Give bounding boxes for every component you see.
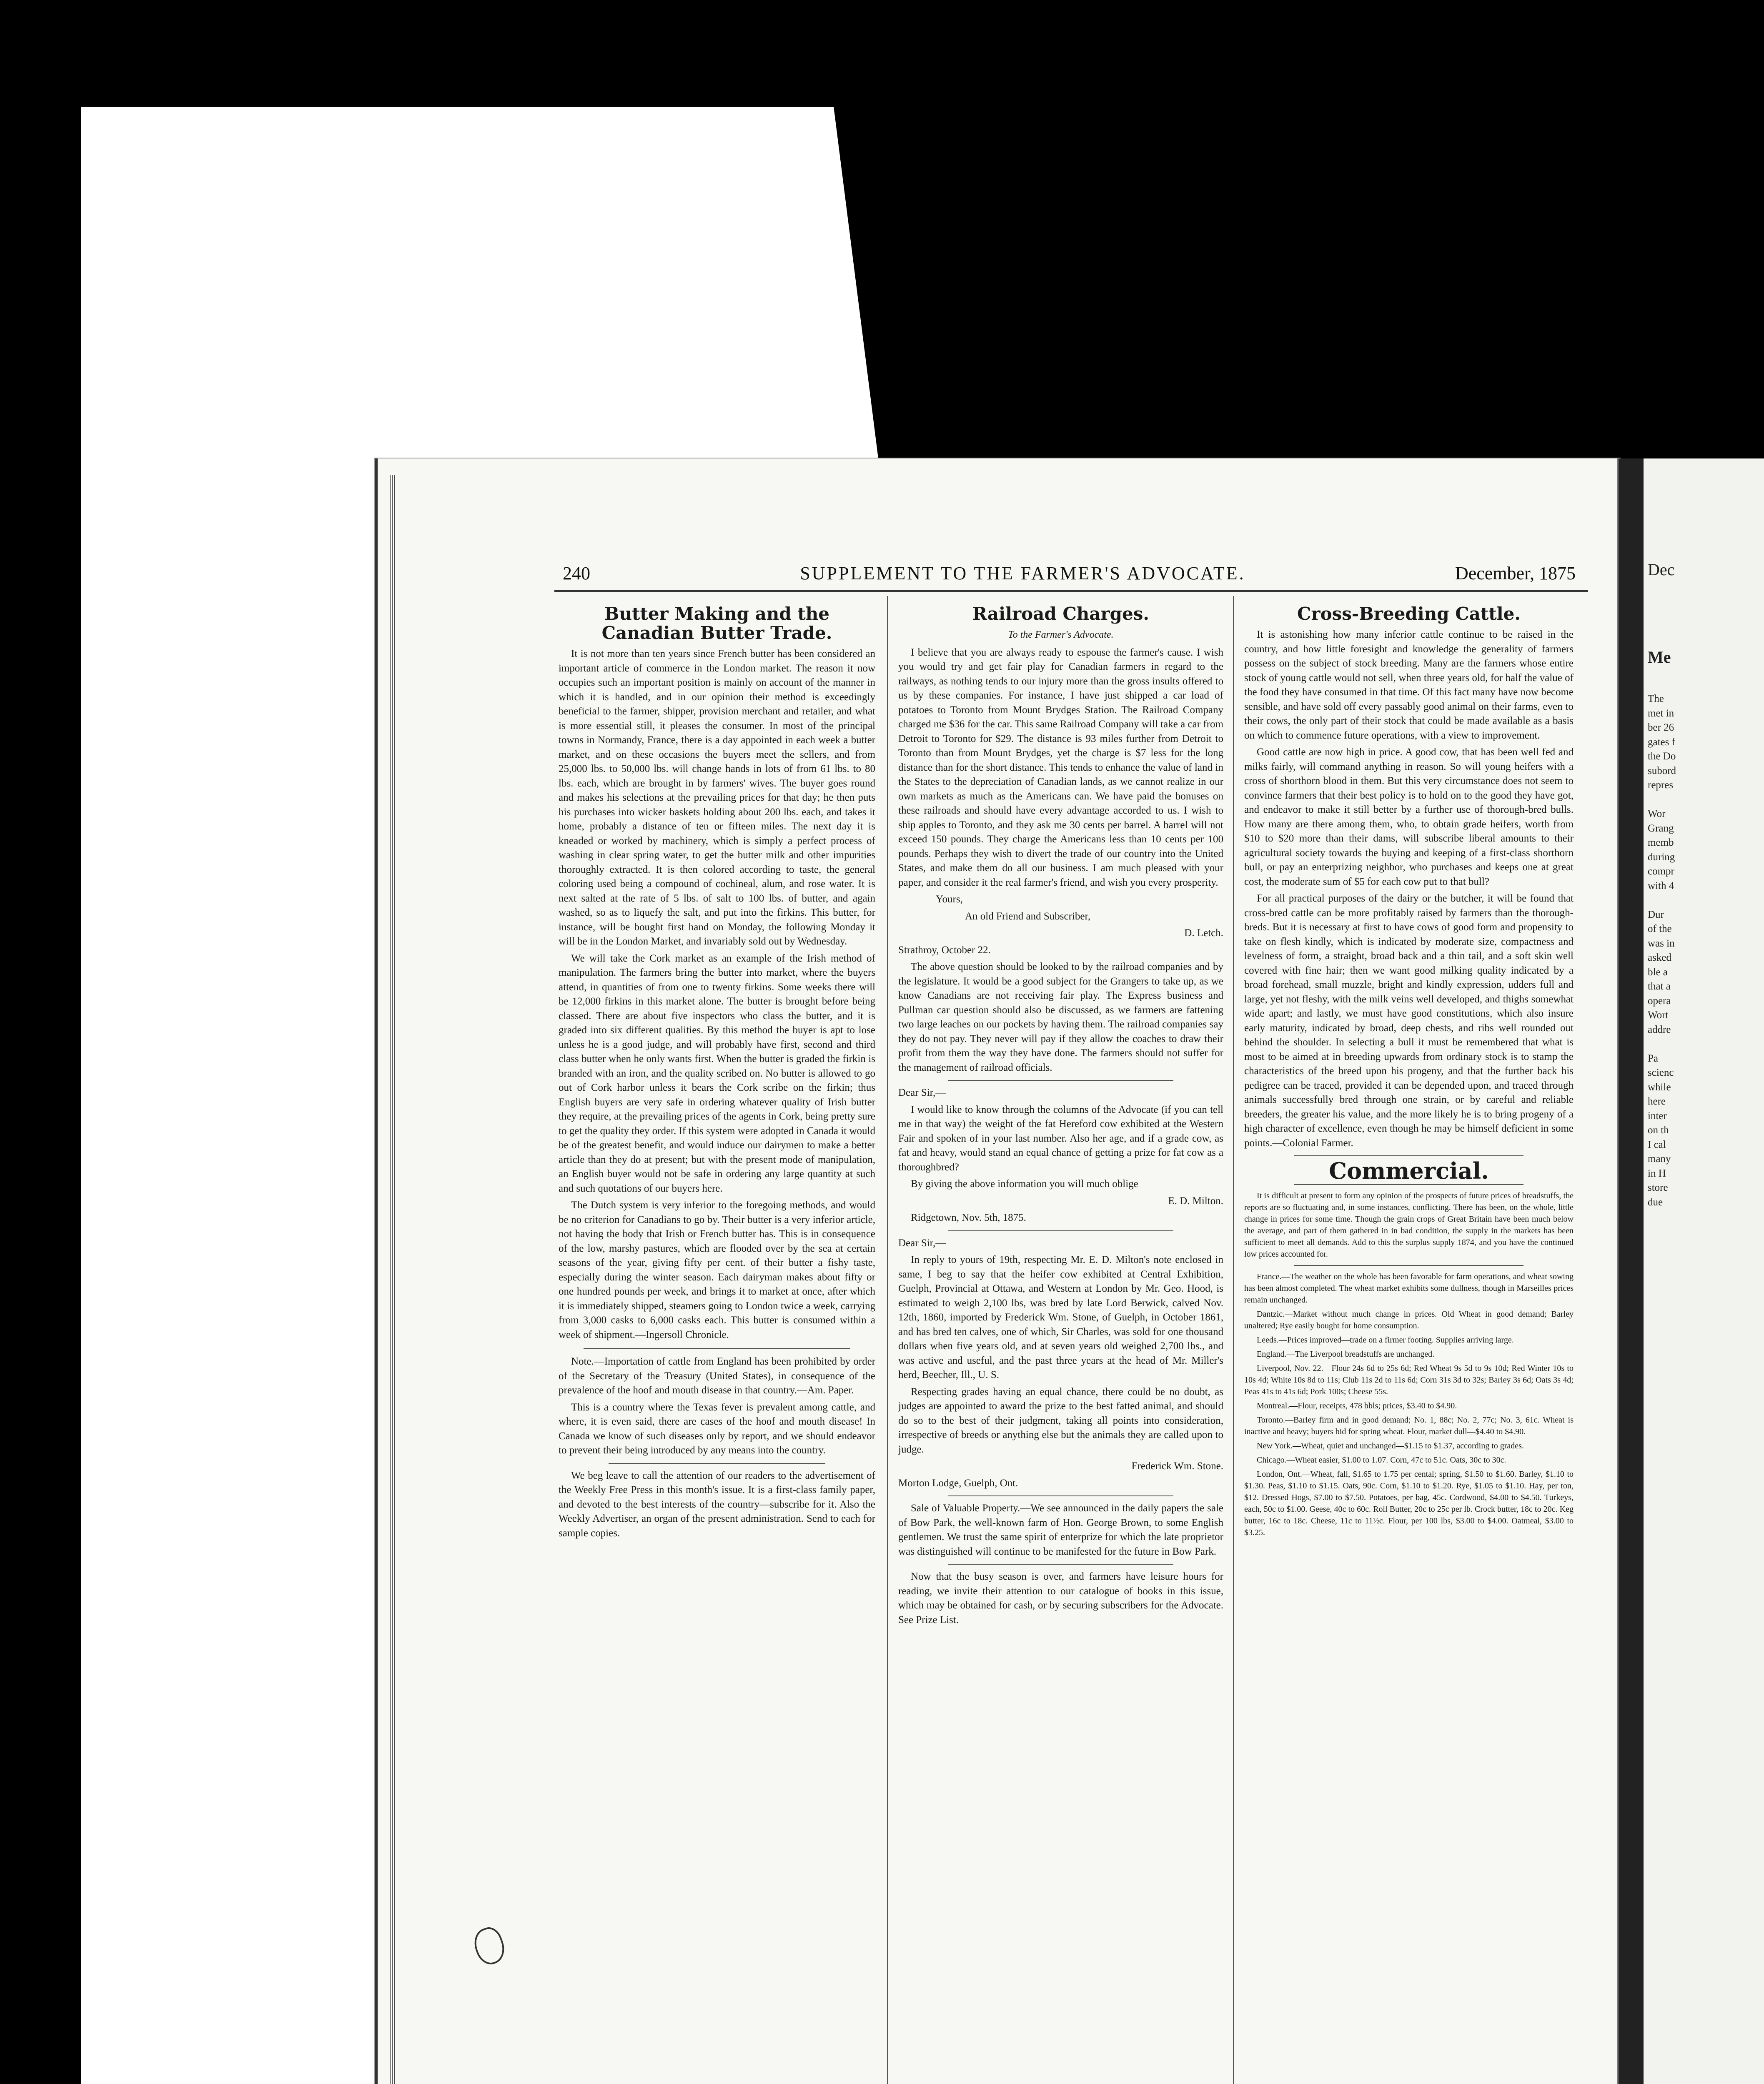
paragraph: Now that the busy season is over, and farmers have leisure hours for reading, we invite their attention to our catalogue of books in this issue, which may be obtained for cash, or by securing subscribers for the Advocate. See Prize List. — [898, 1571, 1223, 1626]
market-report: Liverpool, Nov. 22.—Flour 24s 6d to 25s 6d; Red Wheat 9s 5d to 9s 10d; Red Winter 10s to 10s 4d; White 10s 8d to 11s; Club 11s 2d to 11s 6d; Corn 31s 3d to 32s; Barley 3s 6d; Oats 3s 4d; Peas 41s to 41s 6d; Pork 100s; Cheese 55s. — [1244, 1363, 1574, 1396]
adjacent-page-number: Dec — [1648, 560, 1675, 579]
adjacent-text-line: inter — [1648, 1110, 1667, 1122]
issue-date: December, 1875 — [1455, 563, 1576, 584]
market-report: London, Ont.—Wheat, fall, $1.65 to 1.75 per cental; spring, $1.50 to $1.60. Barley, $1.10 to $1.30. Peas, $1.10 to $1.15. Oats, 90c. Corn, $1.10 to $1.20. Rye, $1.05 to $1.10. Hay, per ton, $12. Dressed Hogs, $7.00 to $7.50. Potatoes, per bag, 45c. Cordwood, $4.00 to $4.50. Turkeys, each, 50c to $1.00. Geese, 40c to 60c. Roll Butter, 20c to 25c per lb. Crock butter, 18c to 20c. Keg butter, 16c to 18c. Cheese, 11c to 11½c. Flour, per 100 lbs, $3.00 to $4.00. Oatmeal, $3.00 to $3.25. — [1244, 1469, 1574, 1537]
adjacent-text-line: subord — [1648, 765, 1676, 776]
adjacent-text-line: of the — [1648, 923, 1672, 934]
article-divider — [948, 1230, 1173, 1231]
paragraph: The above question should be looked to by the railroad companies and by the legislature. It would be a good subject for the Grangers to take up, as we know Canadians are not receiving fair play. The Express business and Pullman car question should also be discussed, as we farmers are fattening two large leaches on our pockets by having them. The railroad companies say they do not pay. They never will pay if they allow the coaches to draw their profit from them the way they have done. The farmers should not suffer for the management of railroad officials. — [898, 961, 1223, 1073]
adjacent-text-line: asked — [1648, 952, 1671, 963]
market-report: Leeds.—Prices improved—trade on a firmer footing. Supplies arriving large. — [1257, 1335, 1514, 1345]
article-heading-butter: Butter Making and the Canadian Butter Trade. — [601, 604, 832, 643]
adjacent-text-line — [1648, 893, 1676, 908]
scan-border-left — [0, 0, 81, 2084]
paragraph: It is not more than ten years since French butter has been considered an important article of commerce in the London market. The reason it now occupies such an important position is mainly on account of the manner in which it is handled, and in our opinion their method is exceedingly beneficial to the farmer, shipper, provision merchant and retailer, and what is more essential still, it pleases the consumer. In most of the principal towns in Normandy, France, there is a day appointed in each week a butter market, and on these occasions the buyers meet the sellers, and from 25,000 lbs. to 50,000 lbs. will change hands in lots of from 61 lbs. to 80 lbs. each, which are brought in by farmers' wives. The buyer goes round and makes his selections at the prevailing prices for that day; he then puts his purchases into wicker baskets holding about 200 lbs. each, and takes it home, probably a distance of ten or fifteen miles. The next day it is kneaded or worked by machinery, which is simply a perfect process of washing in clear spring water, to get the butter milk and other impurities thoroughly extracted. It is then colored according to taste, the general coloring used being a compound of cochineal, alum, and rose water. It is next salted at the rate of 5 lbs. of salt to 100 lbs. of butter, and again washed, so as to liquefy the salt, and put into the firkins. This butter, for instance, will be bought first hand on Monday, the following Monday it will be in the London Market, and invariably sold out by Wednesday. — [559, 648, 875, 947]
article-divider — [948, 1564, 1173, 1565]
note-paragraph: This is a country where the Texas fever is prevalent among cattle, and where, it is even said, there are cases of the hoof and mouth disease! In Canada we know of such diseases only by report, and we should endeavor to prevent their being introduced by any means into the country. — [559, 1401, 875, 1456]
page-number: 240 — [563, 563, 590, 584]
place-date: Morton Lodge, Guelph, Ont. — [898, 1477, 1018, 1489]
adjacent-text-line: I cal — [1648, 1139, 1666, 1150]
commercial-intro: It is difficult at present to form any opinion of the prospects of future prices of breadstuffs, the reports are so fluctuating and, in some instances, conflicting. There has been, on the whole, little change in prices for some time. Though the grain crops of Great Britain have been much below the average, and part of them gathered in in bad condition, the supply in the markets has been sufficient to meet all demands. Add to this the surplus supply 1874, and you have the continued low prices accounted for. — [1244, 1191, 1574, 1259]
article-divider — [948, 1495, 1173, 1496]
adjacent-text-line: on th — [1648, 1125, 1669, 1136]
column-rule-2 — [1233, 596, 1234, 2084]
adjacent-text-line: here — [1648, 1096, 1666, 1107]
adjacent-text-line: during — [1648, 851, 1675, 863]
adjacent-text-line: addre — [1648, 1024, 1671, 1035]
adjacent-text-line: in H — [1648, 1167, 1666, 1179]
page-header — [563, 561, 1576, 586]
salutation: Dear Sir,— — [898, 1087, 946, 1098]
adjacent-text-line: met in — [1648, 707, 1674, 719]
adjacent-text-line: Wort — [1648, 1009, 1669, 1021]
adjacent-text-line: store — [1648, 1182, 1668, 1193]
signature: Frederick Wm. Stone. — [1131, 1460, 1223, 1472]
note-paragraph: Note.—Importation of cattle from England has been prohibited by order of the Secretary of the Treasury (United States), in consequence of the prevalence of the hoof and mouth disease in that country.—Am. Paper. — [559, 1356, 875, 1396]
article-divider — [609, 1463, 825, 1464]
paragraph: For all practical purposes of the dairy or the butcher, it will be found that cross-bred cattle can be more profitably raised by farmers than the thorough-breds. But it is necessary at first to have cows of good form and propensity to take on flesh kindly, which is indicated by moderate size, compactness and levelness of form, a straight, broad back and a thin tail, and a soft skin well covered with fine hair; then we want good milking quality indicated by a broad forehead, small muzzle, bright and kindly expression, udders full and large, yet not fleshy, with the milk veins well developed, and thighs somewhat wide apart; and lastly, we must have good constitutions, which also insure early maturity, indicated by broad, deep chests, and ribs well rounded out behind the shoulder. In selecting a bull it must be remembered that what is most to be aimed at in breeding upwards from ordinary stock is to stamp the characteristics of the breed upon his progeny, and that the further back his pedigree can be traced, provided it can be depended upon, and traced through animals successfully bred through one strain, or by careful and reliable breeders, the greater his value, and the more likely he is to bring progeny of a high character of excellence, even though he may be himself deficient in some points.—Colonial Farmer. — [1244, 893, 1574, 1149]
scan-shadow — [834, 107, 1764, 473]
market-report: Dantzic.—Market without much change in prices. Old Wheat in good demand; Barley unaltered; Rye easily bought for home consumption. — [1244, 1309, 1574, 1330]
place-date: Strathroy, October 22. — [898, 944, 991, 956]
market-report: Chicago.—Wheat easier, $1.00 to 1.07. Corn, 47c to 51c. Oats, 30c to 30c. — [1257, 1455, 1506, 1465]
place-date: Ridgetown, Nov. 5th, 1875. — [911, 1212, 1026, 1223]
paragraph: Respecting grades having an equal chance, there could be no doubt, as judges are appointed to award the prize to the best fatted animal, and should do so to the best of their judgment, taking all points into consideration, irrespective of breeds or anything else but the animals they are called upon to judge. — [898, 1386, 1223, 1455]
market-report: England.—The Liverpool breadstuffs are unchanged. — [1257, 1349, 1435, 1359]
column-railroad-charges — [898, 604, 1223, 2084]
publication-title: SUPPLEMENT TO THE FARMER'S ADVOCATE. — [800, 563, 1245, 584]
paragraph: I believe that you are always ready to espouse the farmer's cause. I wish you would try and get fair play for Canadian farmers in regard to the railways, as nothing tends to our injury more than the gross insults offered to us by these companies. For instance, I have just shipped a car load of potatoes to Toronto from Mount Brydges Station. The Railroad Company charged me $36 for the car. This same Railroad Company will take a car from Detroit to Toronto for $29. The distance is 93 miles further from Detroit to Toronto than from Mount Brydges, yet the charge is $7 less for the long distance than for the short distance. This tends to enhance the value of land in the States to the depreciation of Canadian lands, as we cannot realize in our own markets as much as the Americans can. We have paid the bonuses on these railroads and should have every advantage accorded to us. I wish to ship apples to Toronto, and they ask me 30 cents per barrel. A barrel will not exceed 150 pounds. They charge the Americans less than 10 cents per 100 pounds. Perhaps they wish to divert the trade of our country into the United States, and make them do all our business. I am much pleased with your paper, and consider it the real farmer's friend, and wish you every prosperity. — [898, 646, 1223, 888]
adjacent-page-fragment — [1617, 458, 1764, 2084]
adjacent-text-line: The — [1648, 693, 1664, 704]
scan-border-top — [0, 0, 1764, 107]
column-rule-1 — [887, 596, 888, 2084]
column-cross-breeding — [1244, 604, 1574, 2084]
adjacent-text-line: ble a — [1648, 966, 1668, 978]
adjacent-text-fragment — [1648, 692, 1676, 1210]
advertisement-note: We beg leave to call the attention of our readers to the advertisement of the Weekly Free Press in this month's issue. It is a first-class family paper, and devoted to the best interests of the country—subscribe for it. Also the Weekly Advertiser, an organ of the present administration. Send to each for sample copies. — [559, 1470, 875, 1539]
paragraph: It is astonishing how many inferior cattle continue to be raised in the country, and how little foresight and knowledge the generality of farmers possess on the subject of stock breeding. Many are the farmers whose entire stock of young cattle would not sell, when three years old, for half the value of the food they have consumed in that time. Of this fact many have now become sensible, and have sold off every passably good animal on their farms, even to their cows, the only part of their stock that could be made available as a basis on which to commence future operations, with a view to improvement. — [1244, 629, 1574, 741]
paragraph: We will take the Cork market as an example of the Irish method of manipulation. The farmers bring the butter into market, where the buyers attend, in quantities of from one to twenty firkins. Some weeks there will be 12,000 firkins in this market alone. The butter is brought before being classed. There are about five inspectors who class the butter, and it is graded into six different qualities. By this method the buyer is apt to lose unless he is a good judge, and will probably have first, second and third class butter when he only wants first. When the butter is graded the firkin is branded with an iron, and the quality scribed on. No butter is allowed to go out of Cork harbor unless it bears the Cork scribe on the firkin; thus English buyers are very safe in ordering whatever quality of Irish butter they require, at the prevailing prices of the agents in Cork, being pretty sure to get the quality they order. If this system were adopted in Canada it would be of the greatest benefit, and would induce our dairymen to make a better article than they do at present; but with the present mode of manipulation, an English buyer would not be safe in ordering any large quantity at such and such quotations of our buyers here. — [559, 952, 875, 1194]
adjacent-text-line: Dur — [1648, 909, 1664, 920]
adjacent-page-shadow — [1619, 458, 1644, 2084]
paragraph: I would like to know through the columns of the Advocate (if you can tell me in that way) the weight of the fat Hereford cow exhibited at the Western Fair and spoken of in your last number. Also her age, and if a grade cow, as fat and heavy, would stand an equal chance of getting a prize for fat cow as a thoroughbred? — [898, 1104, 1223, 1173]
article-heading-railroad: Railroad Charges. — [972, 604, 1149, 624]
adjacent-text-line: many — [1648, 1153, 1671, 1165]
adjacent-text-line: opera — [1648, 995, 1671, 1007]
adjacent-text-line: memb — [1648, 837, 1674, 848]
adjacent-text-line: ber 26 — [1648, 722, 1674, 733]
column-butter-making — [559, 604, 875, 2084]
adjacent-text-line — [1648, 793, 1676, 807]
market-report: Montreal.—Flour, receipts, 478 bbls; prices, $3.40 to $4.90. — [1257, 1401, 1457, 1410]
adjacent-text-line: with 4 — [1648, 880, 1674, 892]
adjacent-text-line: Grang — [1648, 822, 1674, 834]
adjacent-text-line: due — [1648, 1196, 1663, 1208]
closing: Yours, — [936, 894, 963, 905]
adjacent-text-line: was in — [1648, 937, 1675, 949]
adjacent-heading-fragment: Me — [1648, 648, 1671, 666]
adjacent-text-line: Wor — [1648, 808, 1666, 819]
closing: An old Friend and Subscriber, — [965, 910, 1091, 922]
adjacent-text-line: that a — [1648, 981, 1671, 992]
paragraph: Good cattle are now high in price. A good cow, that has been well fed and milks fairly, will command anything in reason. So will young heifers with a cross of shorthorn blood in them. But this very circumstance does not seem to convince farmers that their best policy is to hold on to the good they have got, and endeavor to make it still better by a further use of thorough-bred bulls. How many are there among them, who, to obtain grade heifers, worth from $10 to $20 more than their dams, will subscribe liberal amounts to their agricultural society towards the buying and keeping of a first-class shorthorn bull, or pay an enterprizing neighbor, who purchases and keeps one at great cost, the moderate sum of $5 for each cow put to that bull? — [1244, 746, 1574, 887]
article-subheading: To the Farmer's Advocate. — [1008, 629, 1114, 640]
adjacent-text-line: Pa — [1648, 1052, 1658, 1064]
article-divider — [584, 1348, 850, 1349]
market-report: France.—The weather on the whole has been favorable for farm operations, and wheat sowing has been almost completed. The wheat market exhibits some dullness, though in Marseilles prices remain unchanged. — [1244, 1272, 1574, 1305]
adjacent-text-line: repres — [1648, 779, 1674, 791]
article-divider — [948, 1080, 1173, 1081]
adjacent-text-line: while — [1648, 1081, 1671, 1093]
adjacent-text-line: compr — [1648, 866, 1674, 877]
adjacent-text-line: scienc — [1648, 1067, 1674, 1078]
header-rule — [554, 590, 1588, 592]
adjacent-text-line: the Do — [1648, 751, 1676, 762]
article-divider — [1294, 1155, 1523, 1156]
paragraph: By giving the above information you will much oblige — [911, 1178, 1138, 1190]
article-heading-cross-breeding: Cross-Breeding Cattle. — [1297, 604, 1521, 624]
adjacent-text-line — [1648, 1037, 1676, 1052]
signature: D. Letch. — [1184, 927, 1223, 939]
market-report: New York.—Wheat, quiet and unchanged—$1.15 to $1.37, according to grades. — [1257, 1441, 1524, 1450]
salutation: Dear Sir,— — [898, 1237, 946, 1249]
page-binding-edge — [390, 475, 396, 2084]
paragraph: Sale of Valuable Property.—We see announced in the daily papers the sale of Bow Park, the well-known farm of Hon. George Brown, to some English gentlemen. We trust the same spirit of enterprize for which the late proprietor was distinguished will continue to be manifested for the future in Bow Park. — [898, 1503, 1223, 1557]
paragraph: The Dutch system is very inferior to the foregoing methods, and would be no criterion for Canadians to go by. Their butter is a very inferior article, not having the body that Irish or French butter has. This is in consequence of the low, marshy pastures, which are flooded over by the sea at certain seasons of the year, giving fifty per cent. of their butter a fishy taste, especially during the winter season. Each dairyman makes about fifty or one hundred pounds per week, and brings it to market at once, after which it is immediately shipped, steamers going to London twice a week, carrying from 3,000 casks to 6,000 casks each. This butter is consumed within a week of shipment.—Ingersoll Chronicle. — [559, 1200, 875, 1340]
paragraph: In reply to yours of 19th, respecting Mr. E. D. Milton's note enclosed in same, I beg to say that the heifer cow exhibited at Central Exhibition, Guelph, Provincial at Ottawa, and Western at London by Mr. Geo. Hood, is estimated to weigh 2,100 lbs, was bred by late Lord Berwick, calved Nov. 12th, 1860, imported by Frederick Wm. Stone, of Guelph, in October 1861, and has bred ten calves, one of which, Sir Charles, was sold for one thousand dollars when five years old, and at seven years old weighed 2,700 lbs., and was active and useful, and the past three years at the head of Mr. Miller's herd, Beecher, Ill., U. S. — [898, 1254, 1223, 1380]
adjacent-text-line: gates f — [1648, 736, 1675, 748]
signature: E. D. Milton. — [1168, 1195, 1223, 1207]
article-divider — [1294, 1265, 1523, 1266]
commercial-heading: Commercial. — [1329, 1157, 1489, 1184]
market-report: Toronto.—Barley firm and in good demand; No. 1, 88c; No. 2, 77c; No. 3, 61c. Wheat is inactive and heavy; buyers bid for spring wheat. Flour, market dull—$4.40 to $4.90. — [1244, 1415, 1574, 1436]
